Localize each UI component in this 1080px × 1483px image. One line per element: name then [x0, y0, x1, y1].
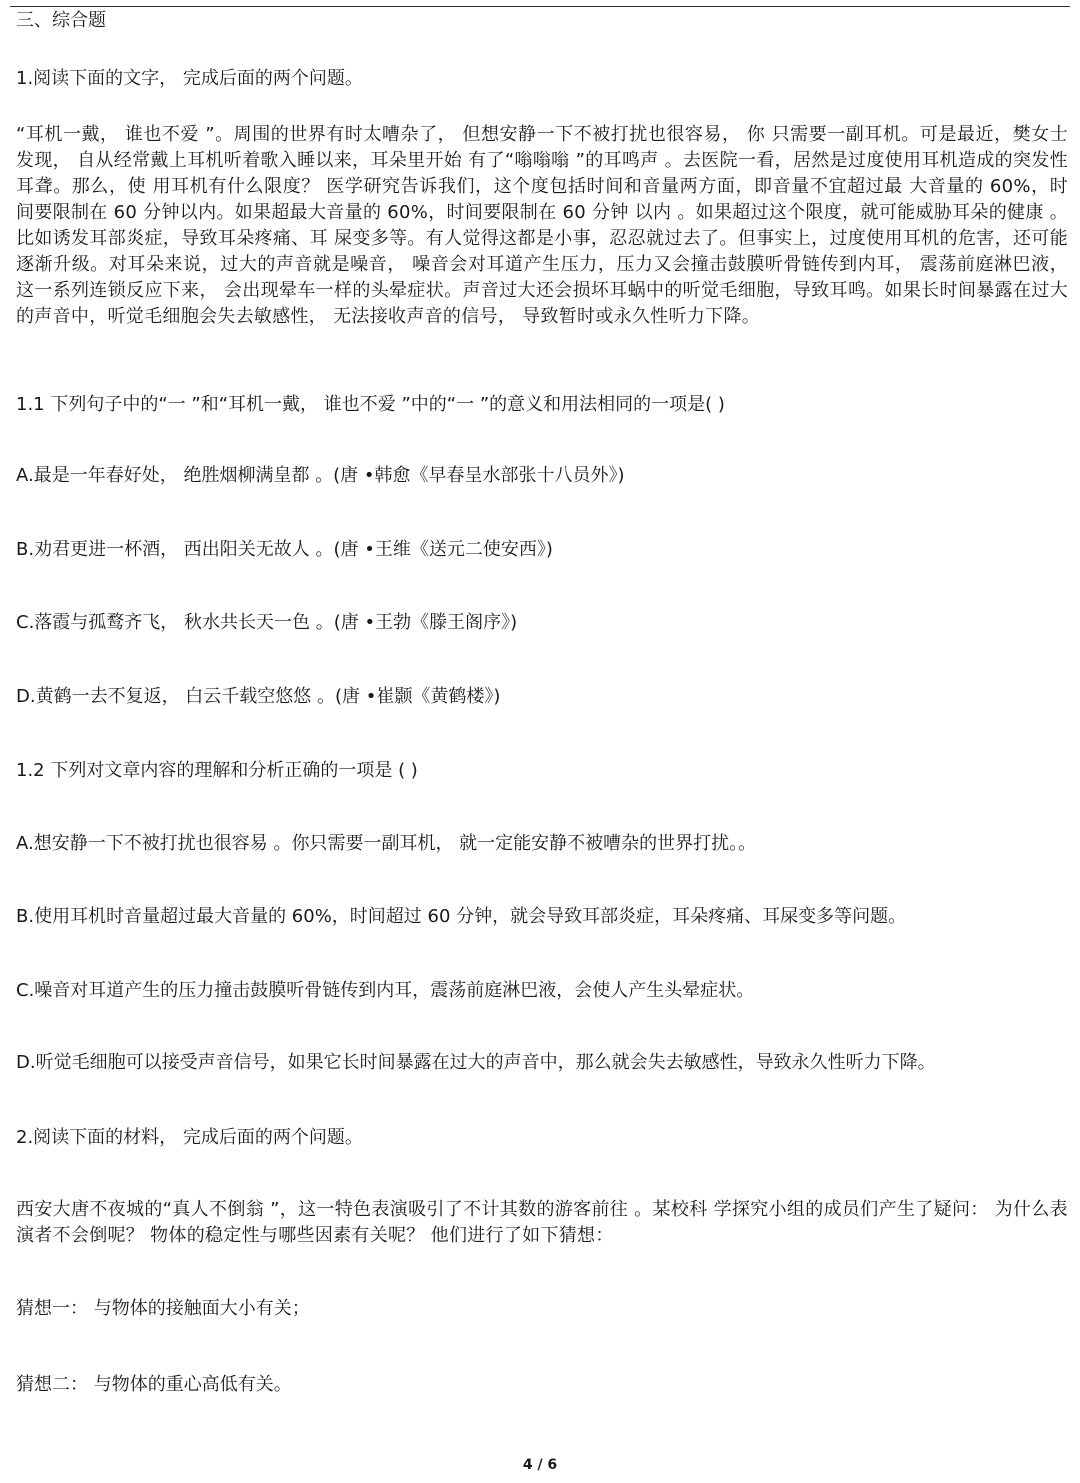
- question-1-1-option-c: C.落霞与孤鹜齐飞， 秋水共长天一色 。(唐 •王勃《滕王阁序》): [16, 612, 518, 633]
- question-2-intro: 2.阅读下面的材料， 完成后面的两个问题。: [16, 1127, 363, 1148]
- question-1-passage: “耳机一戴， 谁也不爱 ”。周围的世界有时太嘈杂了， 但想安静一下不被打扰也很容易， 你 只需要一副耳机。可是最近，樊女士发现， 自从经常戴上耳机听着歌入睡以来，耳朵里开始 有了“嗡嗡嗡 ”的耳鸣声 。去医院一看，居然是过度使用耳机造成的突发性耳聋。那么，使 用耳机有什么限度？ 医学研究告诉我们，这个度包括时间和音量两方面，即音量不宜超过最 大音量的 60%，时间要限制在 60 分钟以内。如果超最大音量的 60%，时间要限制在 60 分钟 以内 。如果超过这个限度，就可能威胁耳朵的健康 。比如诱发耳部炎症，导致耳朵疼痛、耳 屎变多等。有人觉得这都是小事，忍忍就过去了。但事实上，过度使用耳机的危害，还可能 逐渐升级。对耳朵来说，过大的声音就是噪音， 噪音会对耳道产生压力，压力又会撞击鼓膜听骨链传到内耳， 震荡前庭淋巴液， 这一系列连锁反应下来， 会出现晕车一样的头晕症状。声音过大还会损坏耳蜗中的听觉毛细胞，导致耳鸣。如果长时间暴露在过大的声音中，听觉毛细胞会失去敏感性， 无法接收声音的信号， 导致暂时或永久性听力下降。: [16, 124, 1068, 327]
- question-1-2-option-b: B.使用耳机时音量超过最大音量的 60%，时间超过 60 分钟，就会导致耳部炎症，耳朵疼痛、耳屎变多等问题。: [16, 906, 907, 927]
- guess-2: 猜想二： 与物体的重心高低有关。: [16, 1374, 292, 1395]
- question-1-2-stem: 1.2 下列对文章内容的理解和分析正确的一项是 ( ): [16, 760, 418, 781]
- question-1-1-stem: 1.1 下列句子中的“一 ”和“耳机一戴， 谁也不爱 ”中的“一 ”的意义和用法相同的一项是( ): [16, 394, 725, 415]
- question-1-1-option-b: B.劝君更进一杯酒， 西出阳关无故人 。(唐 •王维《送元二使安西》): [16, 539, 553, 560]
- question-2-passage: 西安大唐不夜城的“真人不倒翁 ”，这一特色表演吸引了不计其数的游客前往 。某校科 学探究小组的成员们产生了疑问： 为什么表演者不会倒呢？ 物体的稳定性与哪些因素有关呢？ 他们进行了如下猜想：: [16, 1199, 1068, 1246]
- question-1-1-option-a: A.最是一年春好处， 绝胜烟柳满皇都 。(唐 •韩愈《早春呈水部张十八员外》): [16, 465, 625, 486]
- question-1-intro: 1.阅读下面的文字， 完成后面的两个问题。: [16, 68, 363, 89]
- guess-1: 猜想一： 与物体的接触面大小有关；: [16, 1298, 310, 1319]
- page-number: 4 / 6: [522, 1457, 558, 1473]
- section-title: 三、综合题: [16, 10, 106, 31]
- question-1-2-option-c: C.噪音对耳道产生的压力撞击鼓膜听骨链传到内耳，震荡前庭淋巴液，会使人产生头晕症状。: [16, 980, 755, 1001]
- question-1-2-option-d: D.听觉毛细胞可以接受声音信号，如果它长时间暴露在过大的声音中，那么就会失去敏感性，导致永久性听力下降。: [16, 1052, 936, 1073]
- top-rule: [10, 6, 1070, 7]
- question-1-1-option-d: D.黄鹤一去不复返， 白云千载空悠悠 。(唐 •崔颢《黄鹤楼》): [16, 686, 501, 707]
- question-1-2-option-a: A.想安静一下不被打扰也很容易 。你只需要一副耳机， 就一定能安静不被嘈杂的世界打扰。。: [16, 833, 757, 854]
